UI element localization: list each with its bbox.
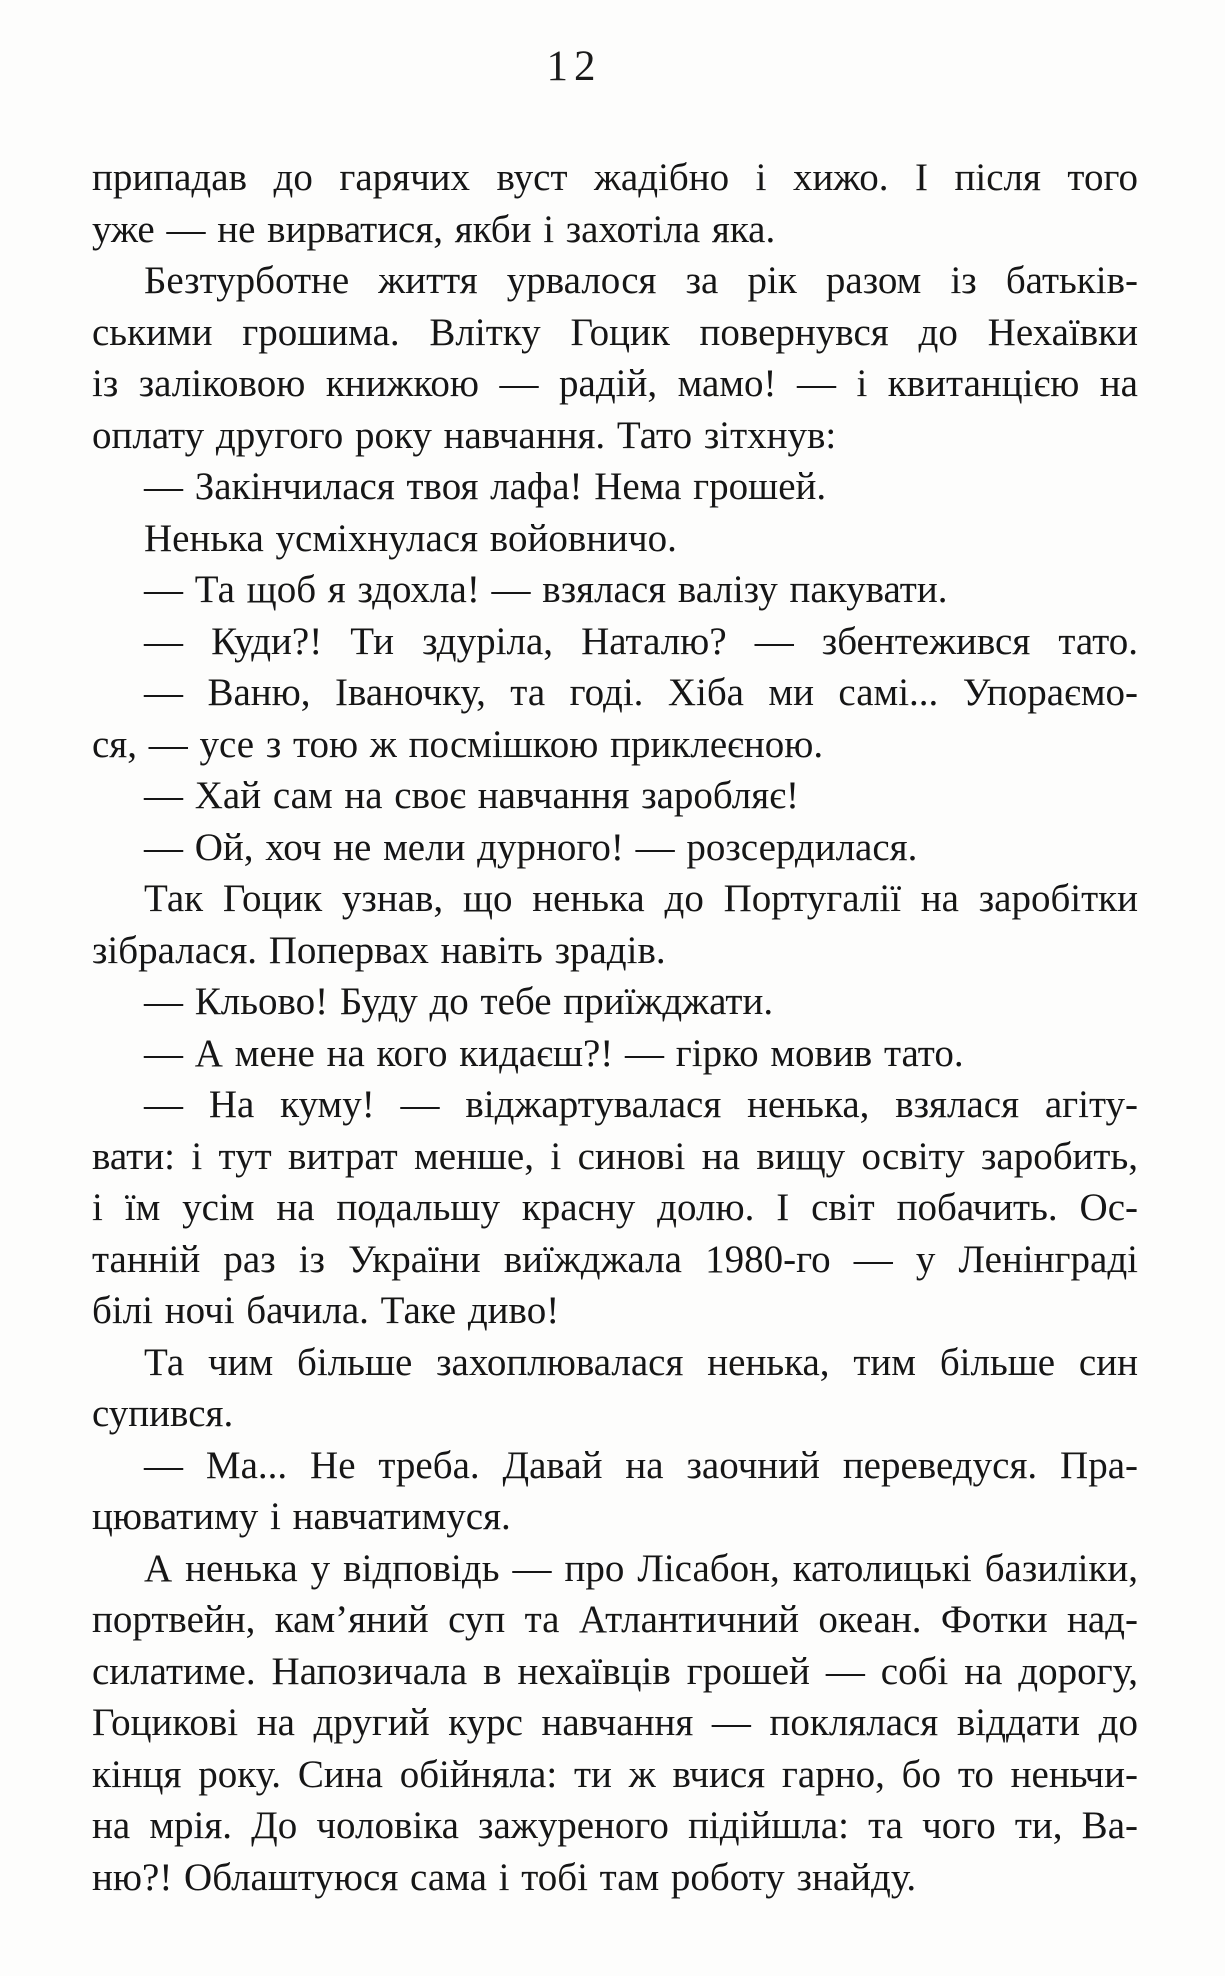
text-block: [92, 152, 1138, 1903]
text-line: ся, — усе з тою ж посмішкою приклеєною.: [92, 722, 824, 766]
text-line: силатиме. Напозичала в нехаївців грошей — собі на дорогу,: [92, 1649, 1138, 1693]
text-line: — Закінчилася твоя лафа! Нема грошей.: [144, 465, 827, 508]
text-line: — Ой, хоч не мели дурного! — розсердилася.: [144, 825, 918, 869]
text-line: супився.: [92, 1392, 234, 1435]
text-line: цюватиму і навчатимуся.: [92, 1495, 511, 1538]
text-line: кінця року. Сина обійняла: ти ж вчися гарно, бо то неньчи-: [92, 1752, 1138, 1796]
text-line: Так Гоцик узнав, що ненька до Португалії на заробітки: [144, 877, 1138, 920]
text-line: А ненька у відповідь — про Лісабон, католицькі базиліки,: [144, 1546, 1138, 1590]
text-line: Ненька усміхнулася войовничо.: [144, 516, 677, 560]
text-line: білі ночі бачила. Таке диво!: [92, 1289, 560, 1332]
text-line: зібралася. Попервах навіть зрадів.: [92, 928, 666, 972]
page-number: 12: [546, 43, 602, 90]
text-line: і їм усім на подальшу красну долю. І світ побачить. Ос-: [92, 1186, 1138, 1229]
text-line: ськими грошима. Влітку Гоцик повернувся до Нехаївки: [92, 310, 1138, 354]
text-line: уже — не вирватися, якби і захотіла яка.: [92, 207, 776, 251]
text-line: Гоцикові на другий курс навчання — поклялася віддати до: [92, 1701, 1138, 1744]
text-line: припадав до гарячих вуст жадібно і хижо. І після того: [92, 156, 1138, 199]
text-line: Безтурботне життя урвалося за рік разом із батьків-: [144, 259, 1138, 302]
text-line: із заліковою книжкою — радій, мамо! — і квитанцією на: [92, 362, 1138, 405]
text-line: на мрія. До чоловіка зажуреного підійшла: та чого ти, Ва-: [92, 1804, 1138, 1847]
text-line: танній раз із України виїжджала 1980-го — у Ленінграді: [92, 1237, 1138, 1281]
text-line: — Хай сам на своє навчання заробляє!: [144, 774, 799, 817]
text-line: — На куму! — віджартувалася ненька, взялася агіту-: [144, 1083, 1138, 1126]
text-line: Та чим більше захоплювалася ненька, тим більше син: [144, 1340, 1138, 1384]
text-line: — Ма... Не треба. Давай на заочний переведуся. Пра-: [144, 1443, 1138, 1487]
text-line: оплату другого року навчання. Тато зітхнув:: [92, 413, 837, 457]
text-line: портвейн, кам’яний суп та Атлантичний океан. Фотки над-: [92, 1598, 1138, 1641]
text-line: вати: і тут витрат менше, і синові на вищу освіту заробить,: [92, 1134, 1138, 1178]
text-line: — Ваню, Іваночку, та годі. Хіба ми самі... Упораємо-: [144, 671, 1138, 714]
text-line: ню?! Облаштуюся сама і тобі там роботу знайду.: [92, 1855, 917, 1899]
text-line: — Кльово! Буду до тебе приїжджати.: [144, 980, 774, 1023]
text-line: — Та щоб я здохла! — взялася валізу пакувати.: [144, 568, 948, 611]
text-line: — Куди?! Ти здуріла, Наталю? — збентежився тато.: [144, 619, 1138, 663]
text-line: — А мене на кого кидаєш?! — гірко мовив тато.: [144, 1031, 964, 1075]
